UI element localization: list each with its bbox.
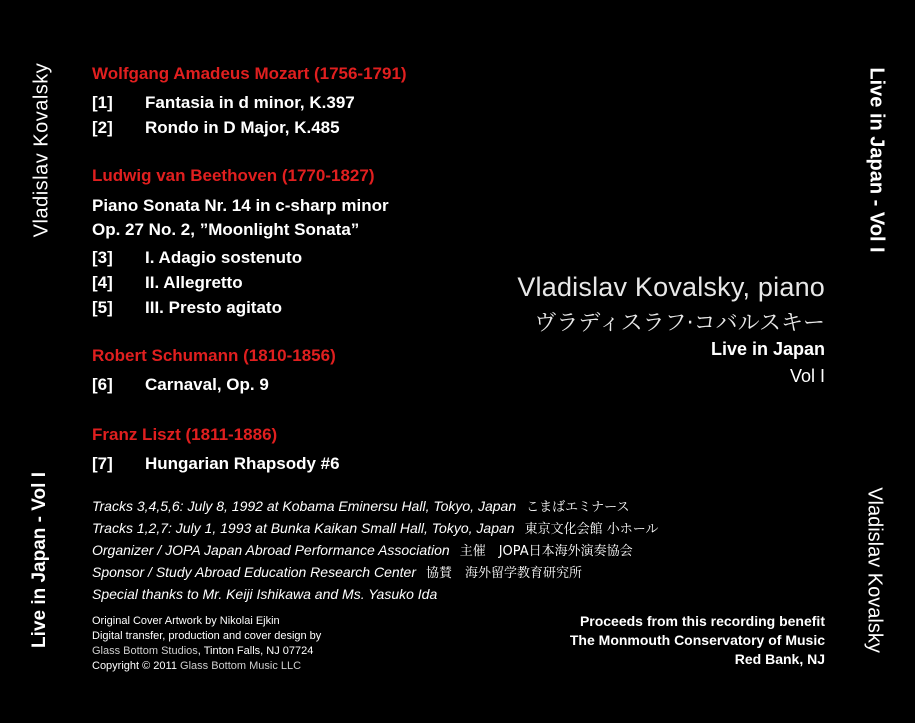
- note-line: Tracks 3,4,5,6: July 8, 1992 at Kobama Eminersu Hall, Tokyo, Japan こまばエミナース: [92, 498, 630, 515]
- note-line: Organizer / JOPA Japan Abroad Performance Association 主催 JOPA日本海外演奏協会: [92, 542, 633, 559]
- work-subtitle: Op. 27 No. 2, ”Moonlight Sonata”: [92, 220, 360, 239]
- spine-title-left: Live in Japan - Vol I: [29, 472, 50, 648]
- note-line: Sponsor / Study Abroad Education Research Center 協賛 海外留学教育研究所: [92, 564, 583, 581]
- spine-artist-left: Vladislav Kovalsky: [30, 62, 53, 238]
- credit-line: Original Cover Artwork by Nikolai Ejkin: [92, 615, 280, 627]
- track-number: [6]: [92, 375, 113, 394]
- production-credits: [92, 614, 321, 674]
- spine-artist-right: Vladislav Kovalsky: [863, 487, 886, 653]
- track-title: III. Presto agitato: [145, 298, 282, 317]
- album-volume: Vol I: [789, 366, 825, 386]
- track-title: Rondo in D Major, K.485: [145, 118, 340, 137]
- copyright-line: Copyright © 2011 Glass Bottom Music LLC: [92, 660, 302, 672]
- artist-name: Vladislav Kovalsky, piano: [517, 272, 825, 302]
- track-title: II. Allegretto: [145, 273, 243, 292]
- composer-liszt: Franz Liszt (1811-1886): [92, 425, 278, 444]
- composer-mozart: Wolfgang Amadeus Mozart (1756-1791): [92, 64, 407, 83]
- track-number: [1]: [92, 93, 113, 112]
- note-line: Tracks 1,2,7: July 1, 1993 at Bunka Kaikan Small Hall, Tokyo, Japan 東京文化会館 小ホール: [92, 520, 659, 537]
- track-number: [5]: [92, 298, 113, 317]
- spine-title-right: Live in Japan - Vol I: [865, 67, 888, 253]
- credit-line: Glass Bottom Studios, Tinton Falls, NJ 07724: [92, 645, 314, 657]
- benefit-notice: Proceeds from this recording benefit The Monmouth Conservatory of Music Red Bank, NJ: [569, 613, 825, 667]
- track-title: Carnaval, Op. 9: [145, 375, 269, 394]
- work-title: Piano Sonata Nr. 14 in c-sharp minor: [92, 196, 389, 215]
- credit-line: Digital transfer, production and cover design by: [92, 630, 322, 642]
- note-line: Special thanks to Mr. Keiji Ishikawa and Ms. Yasuko Ida: [92, 586, 438, 602]
- track-title: Hungarian Rhapsody #6: [145, 454, 340, 473]
- album-title: Live in Japan: [710, 339, 825, 359]
- track-number: [4]: [92, 273, 113, 292]
- track-number: [2]: [92, 118, 113, 137]
- track-title: I. Adagio sostenuto: [145, 248, 303, 267]
- recording-notes: [92, 496, 658, 604]
- track-number: [3]: [92, 248, 113, 267]
- composer-schumann: Robert Schumann (1810-1856): [92, 346, 336, 365]
- track-number: [7]: [92, 454, 113, 473]
- composer-beethoven: Ludwig van Beethoven (1770-1827): [92, 166, 375, 185]
- artist-name-japanese: ヴラディスラフ·コバルスキー: [534, 311, 825, 336]
- track-title: Fantasia in d minor, K.397: [145, 93, 355, 112]
